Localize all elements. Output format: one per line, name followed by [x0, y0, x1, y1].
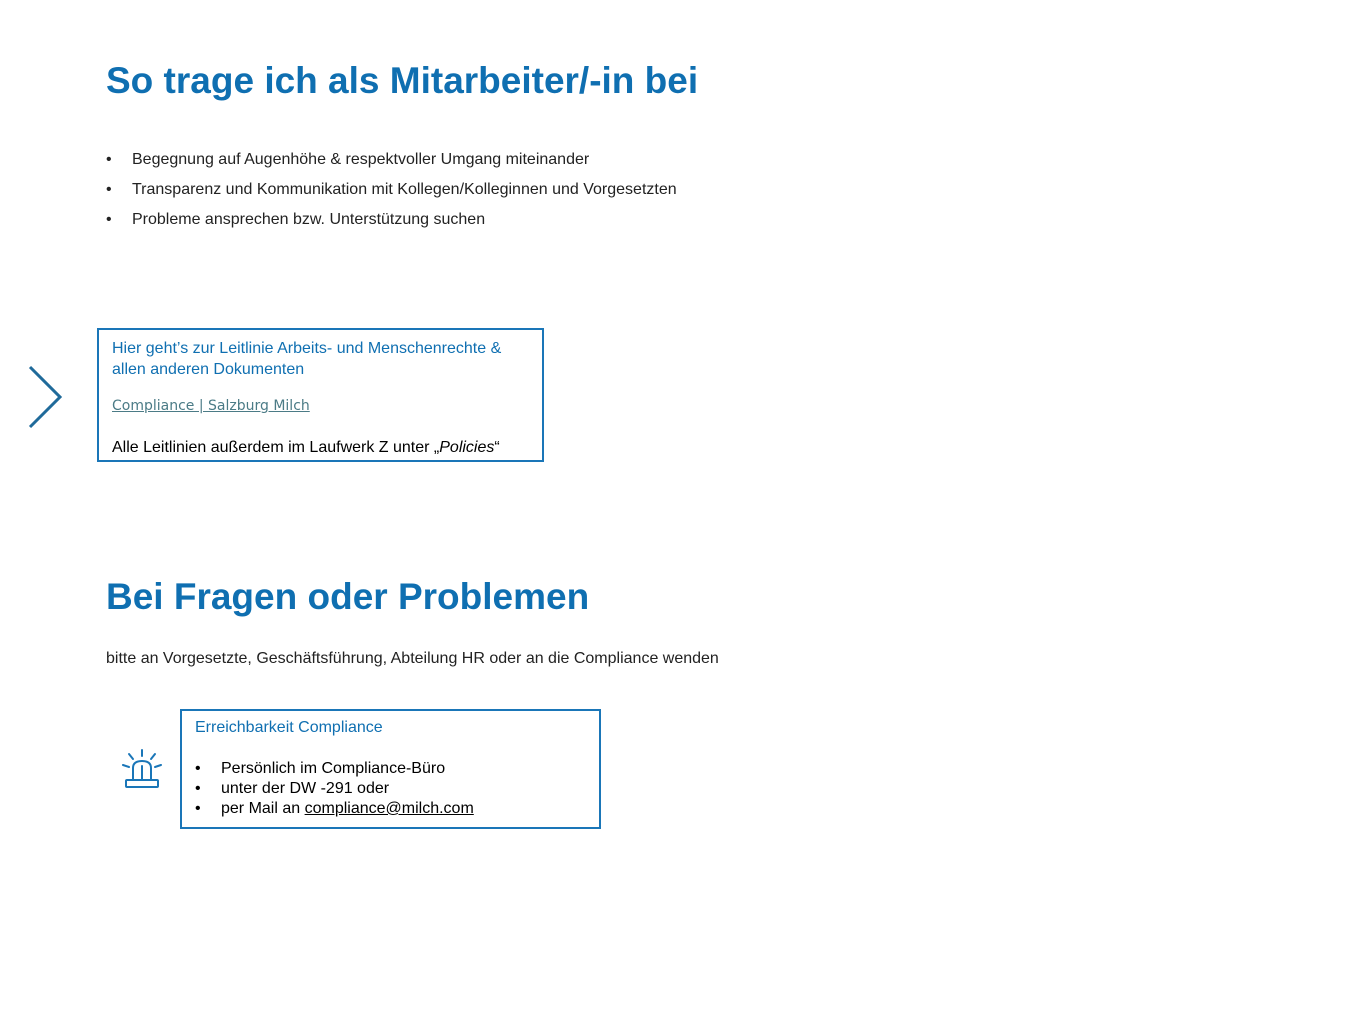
bullet-text: Begegnung auf Augenhöhe & respektvoller Umgang miteinander	[132, 151, 590, 168]
questions-text: bitte an Vorgesetzte, Geschäftsführung, Abteilung HR oder an die Compliance wenden	[106, 650, 719, 667]
list-item	[106, 209, 677, 239]
contact-item-text: Persönlich im Compliance-Büro	[221, 760, 446, 777]
siren-icon	[120, 748, 164, 792]
bullet-dot: •	[195, 760, 201, 777]
drive-note	[112, 439, 500, 457]
compliance-email-link[interactable]: compliance@milch.com	[304, 800, 474, 817]
contribution-bullet-list	[106, 149, 677, 239]
guideline-intro: Hier geht’s zur Leitlinie Arbeits- und Menschenrechte & allen anderen Dokumenten	[112, 340, 502, 378]
bullet-text: Transparenz und Kommunikation mit Kollegen/Kolleginnen und Vorgesetzten	[132, 181, 677, 198]
list-item	[106, 179, 677, 209]
list-item	[195, 799, 474, 819]
guideline-box	[97, 328, 544, 462]
bullet-dot: •	[106, 151, 112, 168]
contact-item-text: unter der DW -291 oder	[221, 780, 390, 797]
drive-note-prefix: Alle Leitlinien außerdem im Laufwerk Z unter „	[112, 439, 440, 456]
list-item	[106, 149, 677, 179]
drive-note-suffix: “	[494, 439, 500, 456]
list-item	[195, 779, 474, 799]
contact-box-title: Erreichbarkeit Compliance	[195, 719, 383, 736]
compliance-link[interactable]: Compliance | Salzburg Milch	[112, 398, 310, 414]
bullet-dot: •	[195, 780, 201, 797]
bullet-dot: •	[195, 800, 201, 817]
compliance-contact-box	[180, 709, 601, 829]
list-item	[195, 759, 474, 779]
bullet-text: Probleme ansprechen bzw. Unterstützung suchen	[132, 211, 486, 228]
mail-prefix: per Mail an	[221, 800, 305, 817]
section-heading-questions: Bei Fragen oder Problemen	[106, 576, 590, 617]
bullet-dot: •	[106, 211, 112, 228]
drive-note-policies: Policies	[439, 439, 495, 456]
bullet-dot: •	[106, 181, 112, 198]
chevron-right-icon	[26, 364, 66, 430]
section-heading-contribution: So trage ich als Mitarbeiter/-in bei	[106, 60, 699, 101]
contact-list	[195, 759, 474, 819]
